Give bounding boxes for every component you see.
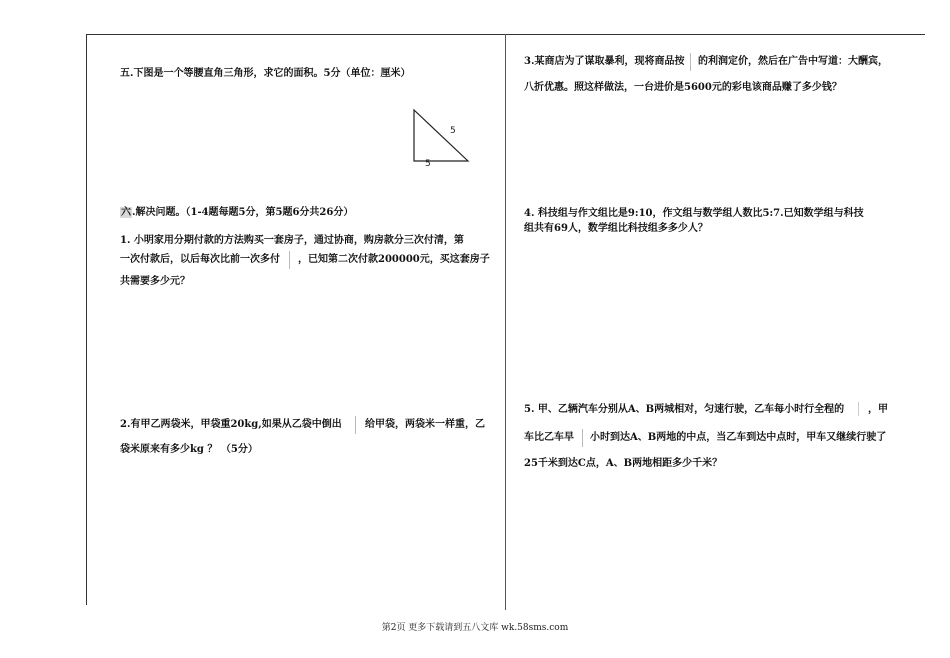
problem-2-line-1a: 2.有甲乙两袋米，甲袋重20kg,如果从乙袋中倒出 <box>120 419 342 430</box>
problem-1-line-1: 1. 小明家用分期付款的方法购买一套房子，通过协商，购房款分三次付清，第 <box>120 235 464 246</box>
triangle-hypotenuse-side-label: 5 <box>450 126 456 136</box>
problem-4-line-1: 4. 科技组与作文组比是9:10，作文组与数学组人数比5:7.已知数学组与科技 <box>524 208 864 219</box>
problem-2-line-2: 袋米原来有多少kg ？ （5分） <box>120 444 258 455</box>
problem-5-line-2b: 小时到达A、B两地的中点，当乙车到达中点时，甲车又继续行驶了 <box>590 432 887 443</box>
section-6-title-row <box>120 206 353 220</box>
problem-2-line-1b: 给甲袋，两袋米一样重，乙 <box>365 419 485 430</box>
isosceles-right-triangle-figure <box>405 105 477 171</box>
problem-3-line-2: 八折优惠。照这样做法，一台进价是5600元的彩电该商品赚了多少钱？ <box>524 82 842 93</box>
triangle-shape <box>414 110 468 161</box>
problem-1-line-3: 共需要多少元？ <box>120 276 190 287</box>
problem-3-line-1b: 的利润定价，然后在广告中写道：大酬宾， <box>698 56 888 67</box>
problem-4-line-2: 组共有69人，数学组比科技组多多少人？ <box>524 223 708 234</box>
page-footer: 第2页 更多下载请到五八文库 wk.58sms.com <box>381 623 569 633</box>
column-divider <box>505 34 506 610</box>
problem-1-line-2b: ，已知第二次付款200000元，买这套房子 <box>298 254 490 265</box>
problem-5-line-2a: 车比乙车早 <box>524 432 574 443</box>
question-5-heading: 五.下图是一个等腰直角三角形，求它的面积。5分（单位：厘米） <box>120 68 411 79</box>
problem-3-line-1a: 3.某商店为了谋取暴利，现将商品按 <box>524 56 685 67</box>
problem-5-line-3: 25千米到达C点，A、B两地相距多少千米？ <box>524 458 723 469</box>
problem-5-line-1a: 5. 甲、乙辆汽车分别从A、B两城相对，匀速行驶，乙车每小时行全程的 <box>524 404 845 415</box>
section-6-title: .解决问题。（1-4题每题5分，第5题6分共26分） <box>132 207 354 218</box>
problem-1-line-2a: 一次付款后，以后每次比前一次多付 <box>120 254 280 265</box>
problem-5-line-1b: ，甲 <box>868 404 888 415</box>
problem-5-fraction-1-placeholder <box>858 402 865 416</box>
problem-1-fraction-placeholder <box>289 251 298 269</box>
problem-2-fraction-placeholder <box>355 416 364 434</box>
section-6-mark: 六 <box>121 207 131 218</box>
triangle-base-side-label: 5 <box>425 159 431 169</box>
